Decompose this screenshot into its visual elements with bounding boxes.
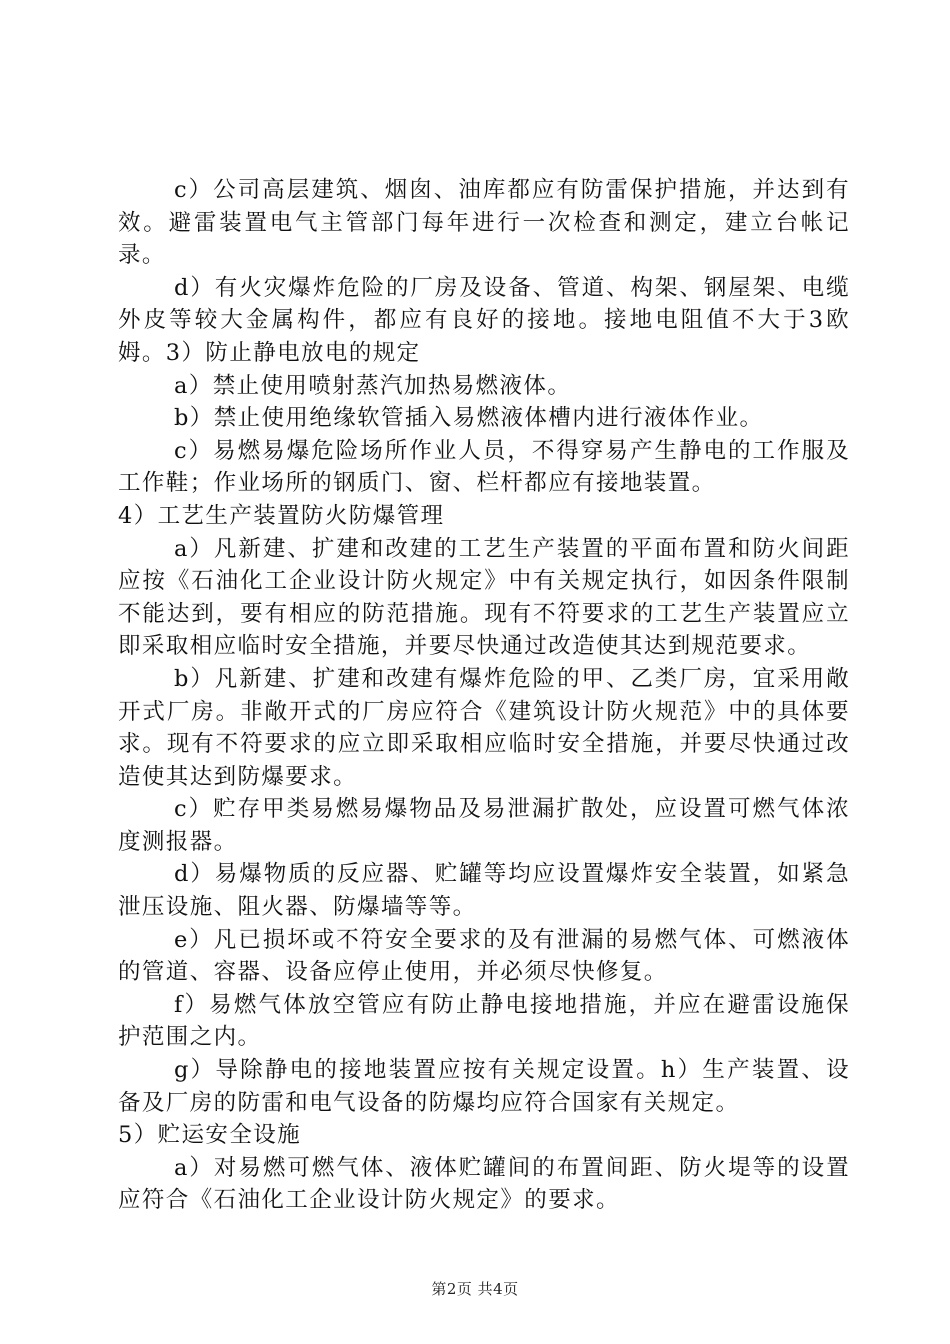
- paragraph: a）凡新建、扩建和改建的工艺生产装置的平面布置和防火间距应按《石油化工企业设计防火规定》中有关规定执行，如因条件限制不能达到，要有相应的防范措施。现有不符要求的工艺生产装置应立即采取相应临时安全措施，并要尽快通过改造使其达到规范要求。: [118, 535, 850, 660]
- paragraph: c）贮存甲类易燃易爆物品及易泄漏扩散处，应设置可燃气体浓度测报器。: [118, 796, 850, 855]
- section-heading: 4）工艺生产装置防火防爆管理: [118, 502, 445, 529]
- paragraph: g）导除静电的接地装置应按有关规定设置。h）生产装置、设备及厂房的防雷和电气设备的防爆均应符合国家有关规定。: [118, 1057, 850, 1116]
- paragraph: b）凡新建、扩建和改建有爆炸危险的甲、乙类厂房，宜采用敞开式厂房。非敞开式的厂房应符合《建筑设计防火规范》中的具体要求。现有不符要求的应立即采取相应临时安全措施，并要尽快通过改造使其达到防爆要求。: [118, 665, 850, 790]
- paragraph: f）易燃气体放空管应有防止静电接地措施，并应在避雷设施保护范围之内。: [118, 991, 850, 1051]
- paragraph: c）易燃易爆危险场所作业人员，不得穿易产生静电的工作服及工作鞋；作业场所的钢质门、窗、栏杆都应有接地装置。: [118, 437, 850, 497]
- paragraph: e）凡已损坏或不符安全要求的及有泄漏的易燃气体、可燃液体的管道、容器、设备应停止使用，并必须尽快修复。: [118, 926, 850, 986]
- section-heading: 5）贮运安全设施: [118, 1122, 302, 1149]
- paragraph: d）易爆物质的反应器、贮罐等均应设置爆炸安全装置，如紧急泄压设施、阻火器、防爆墙等等。: [118, 861, 850, 921]
- paragraph: a）禁止使用喷射蒸汽加热易燃液体。: [174, 372, 572, 399]
- document-body: [118, 174, 850, 1217]
- paragraph: d）有火灾爆炸危险的厂房及设备、管道、构架、钢屋架、电缆外皮等较大金属构件，都应有良好的接地。接地电阻值不大于3欧姆。3）防止静电放电的规定: [118, 274, 850, 366]
- paragraph: c）公司高层建筑、烟囱、油库都应有防雷保护措施，并达到有效。避雷装置电气主管部门每年进行一次检查和测定，建立台帐记录。: [118, 177, 850, 269]
- paragraph: a）对易燃可燃气体、液体贮罐间的布置间距、防火堤等的设置应符合《石油化工企业设计防火规定》的要求。: [118, 1154, 850, 1214]
- paragraph: b）禁止使用绝缘软管插入易燃液体槽内进行液体作业。: [174, 405, 764, 432]
- page-number-footer: 第2页 共4页: [431, 1280, 519, 1298]
